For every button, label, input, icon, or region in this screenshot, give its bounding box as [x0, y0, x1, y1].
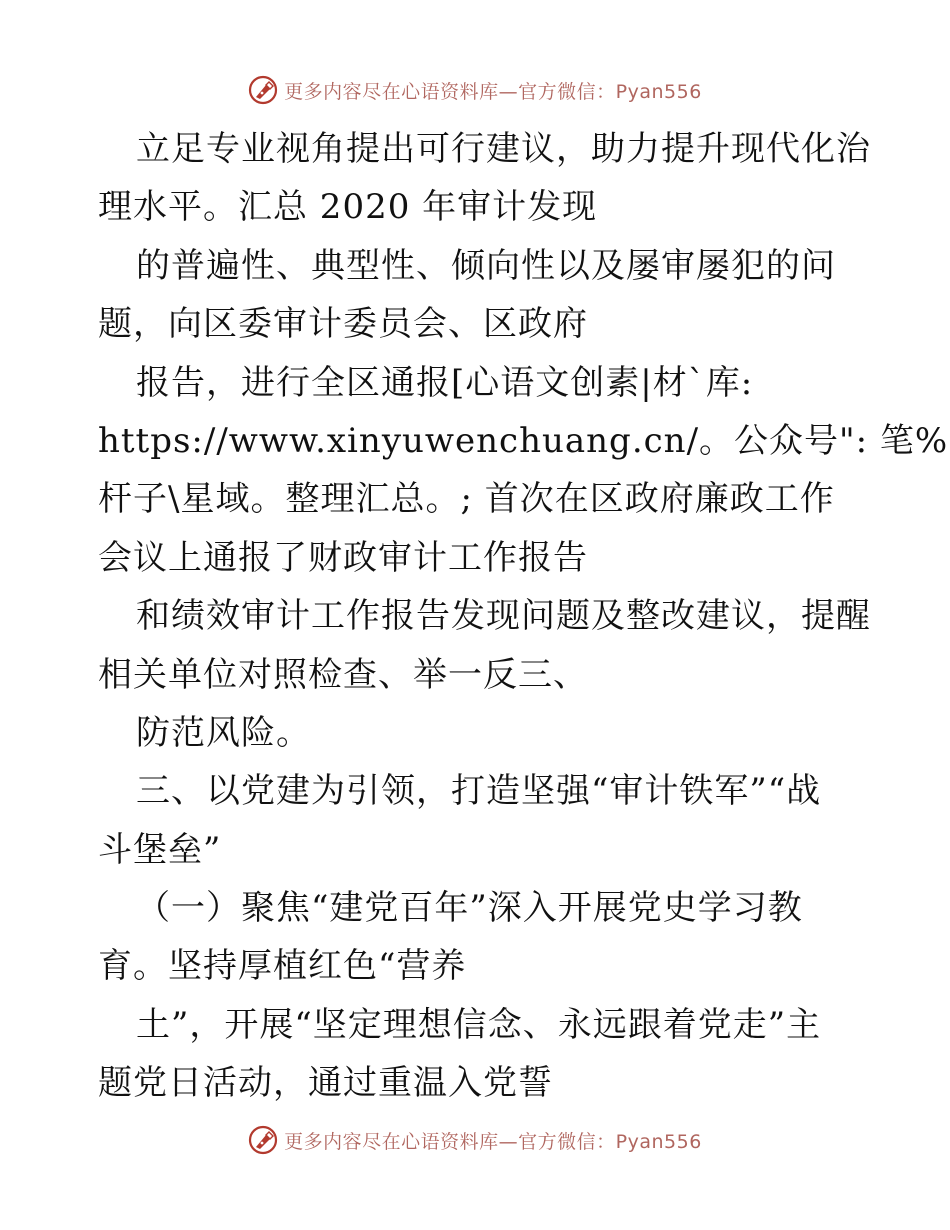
body-line: 和绩效审计工作报告发现问题及整改建议，提醒	[136, 596, 871, 637]
pen-nib-logo-icon	[248, 75, 278, 105]
document-body	[98, 120, 949, 1113]
header-banner	[0, 70, 950, 110]
body-line: 会议上通报了财政审计工作报告	[98, 537, 588, 578]
footer-banner	[0, 1120, 950, 1160]
header-banner-text: 更多内容尽在心语资料库—官方微信：Pyan556	[284, 80, 702, 103]
body-line: 斗堡垒”	[98, 829, 222, 870]
body-line: 题，向区委审计委员会、区政府	[98, 304, 588, 345]
body-line: 防范风险。	[136, 712, 311, 753]
footer-banner-text: 更多内容尽在心语资料库—官方微信：Pyan556	[284, 1130, 702, 1153]
body-line: 的普遍性、典型性、倾向性以及屡审屡犯的问	[136, 245, 836, 286]
body-line: 理水平。汇总 2020 年审计发现	[98, 187, 598, 228]
body-line: 报告，进行全区通报[心语文创素|材`库:	[136, 362, 754, 403]
body-line: 立足专业视角提出可行建议，助力提升现代化治	[136, 129, 871, 169]
body-line: （一）聚焦“建党百年”深入开展党史学习教	[136, 888, 803, 929]
pen-nib-logo-icon	[248, 1125, 278, 1155]
body-line: https://www.xinyuwenchuang.cn/。公众号": 笔%	[98, 420, 949, 461]
body-line: 三、以党建为引领，打造坚强“审计铁军”“战	[136, 771, 822, 812]
body-line: 土”，开展“坚定理想信念、永远跟着党走”主	[136, 1004, 822, 1045]
body-line: 相关单位对照检查、举一反三、	[98, 654, 588, 695]
body-line: 题党日活动，通过重温入党誓	[98, 1063, 553, 1104]
body-line: 育。坚持厚植红色“营养	[98, 946, 467, 987]
body-line: 杆子\星域。整理汇总。; 首次在区政府廉政工作	[98, 479, 835, 520]
